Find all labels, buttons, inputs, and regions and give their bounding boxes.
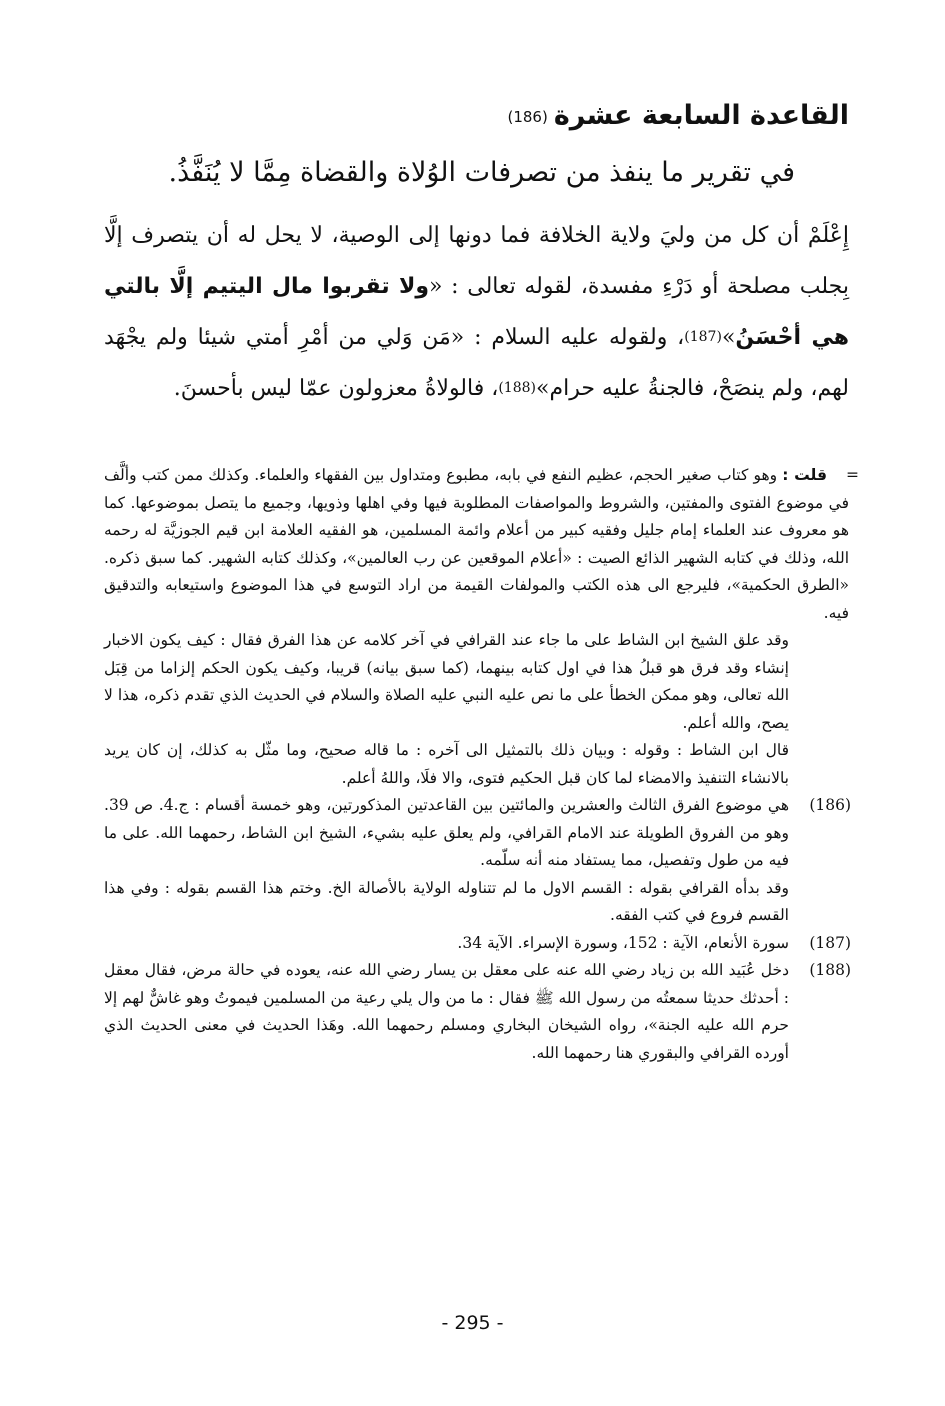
- quran-quote: ولا تقربوا مال اليتيم إلَّا بالتي هي أحْسَنُ: [104, 274, 849, 350]
- heading-footnote-ref: (186): [507, 108, 548, 126]
- footnote-number: (186): [809, 796, 851, 814]
- main-text-part-3: ، ولقوله عليه السلام : «مَن وَلي من أمْرِ أمتي شيئا ولم يجْهَد لهم، ولم ينصَحْ، فالجنةُ عليه حرام»: [104, 325, 849, 401]
- main-text-part-4: ، فالولاةُ معزولون عمّا ليس بأحسنَ.: [173, 376, 499, 401]
- continued-note-3: قال ابن الشاط : وقوله : وبيان ذلك بالتمثيل الى آخره : ما قاله صحيح، وما مثّل به كذلك، إن كان يريد بالانشاء التنفيذ والامضاء لما كان قبل الحكيم فتوى، والا فلَا، واللهُ أعلم.: [104, 741, 789, 787]
- continued-note-label: قلت :: [782, 466, 827, 484]
- main-text-part-1: إِعْلَمْ أن كل من وليَ ولاية الخلافة فما دونها إلى الوصية، لا يحل له أن يتصرف إلَّا بِجلب مصلحة أو دَرْءِ مفسدة، لقوله تعالى : «: [104, 223, 850, 299]
- footnote-ref-187: (187): [684, 329, 722, 345]
- main-text-part-2: »: [721, 325, 736, 350]
- footnote-187: [104, 930, 849, 958]
- footnote-number: (187): [809, 933, 851, 952]
- rule-subheading: في تقرير ما ينفذ من تصرفات الوُلاة والقضاة مِمَّا لا يُنَفَّذُ.: [168, 157, 795, 188]
- footnote-text: سورة الأنعام، الآية : 152، وسورة الإسراء. الآية 34.: [457, 933, 789, 952]
- footnote-ref-188: (188): [498, 380, 536, 396]
- main-paragraph: [104, 210, 849, 414]
- continued-marker: =: [846, 466, 859, 484]
- footnote-text: هي موضوع الفرق الثالث والعشرين والمائتين بين القاعدتين المذكورتين، وهو خمسة أقسام : ج.4. ص 39. وهو من الفروق الطويلة عند الامام القرافي، ولم يعلق عليه بشيء، الشيخ ابن الشاط، رحمهما الله. على ما فيه من طول وتفصيل، مما يستفاد منه أنه سلّمه.: [104, 796, 789, 869]
- footnote-188: [104, 957, 849, 1067]
- rule-title: القاعدة السابعة عشرة: [553, 100, 849, 131]
- footnote-text: دخل عُبَيد الله بن زياد رضي الله عنه على معقل بن يسار رضي الله عنه، يعوده في حالة مرض، فقال معقل : أحدثك حديثا سمعتُه من رسول الله ﷺ فقال : ما من وال يلي رعية من المسلمين فيموتُ وهو غاشٌّ لهم إلا حرم الله عليه الجنة»، رواه الشيخان البخاري ومسلم رحمهما الله. وهَذا الحديث في معنى الحديث الذي أورده القرافي والبقوري هنا رحمهما الله.: [104, 961, 789, 1062]
- continued-note-2: وقد علق الشيخ ابن الشاط على ما جاء عند القرافي في آخر كلامه عن هذا الفرق فقال : كيف يكون الاخبار إنشاء وقد فرق هو قبلُ هذا في اول كتابه بينهما، (كما سبق بيانه) قريبا، وكيف يكون الحكم إلزاما من قِبَل الله تعالى، وهو ممكن الخطأ على ما نص عليه النبي عليه الصلاة والسلام في الحديث الذي تقدم ذكره، هذا لا يصح، والله أعلم.: [104, 631, 789, 732]
- continued-note-text-1: وهو كتاب صغير الحجم، عظيم النفع في بابه، مطبوع ومتداول بين الفقهاء والعلماء. وكذلك ممن كتب وألَّف في موضوع الفتوى والمفتين، والشروط والمواصفات المطلوبة فيها وفي اهلها وذويها، وجميع ما يتصل بموضوعها. كما هو معروف عند العلماء إمام جليل وفقيه كبير من أعلام وائمة المسلمين، هو الفقيه العلامة ابن قيم الجوزيَّة له رحمه الله، وذلك في كتابه الشهير الذائع الصيت : «أعلام الموقعين عن رب العالمين»، وكذلك كتابه الشهير. كما سبق ذكره. «الطرق الحكمية»، فليرجع الى هذه الكتب والمولفات القيمة من اراد التوسع في هذا الموضوع واستيعابه والتدقيق فيه.: [104, 466, 849, 622]
- footnote-186: [104, 792, 849, 930]
- rule-heading: [89, 96, 849, 137]
- page-number: - 295 -: [441, 1312, 504, 1334]
- footnote-number: (188): [809, 961, 851, 979]
- footnotes: [104, 462, 859, 1067]
- continued-note-1: [104, 462, 859, 627]
- main-text: [104, 210, 849, 414]
- footnote-extra-text: وقد بدأه القرافي بقوله : القسم الاول ما لم تتناوله الولاية بالأصالة الخ. وختم هذا القسم بقوله : وفي هذا القسم فروع في كتب الفقه.: [104, 878, 789, 924]
